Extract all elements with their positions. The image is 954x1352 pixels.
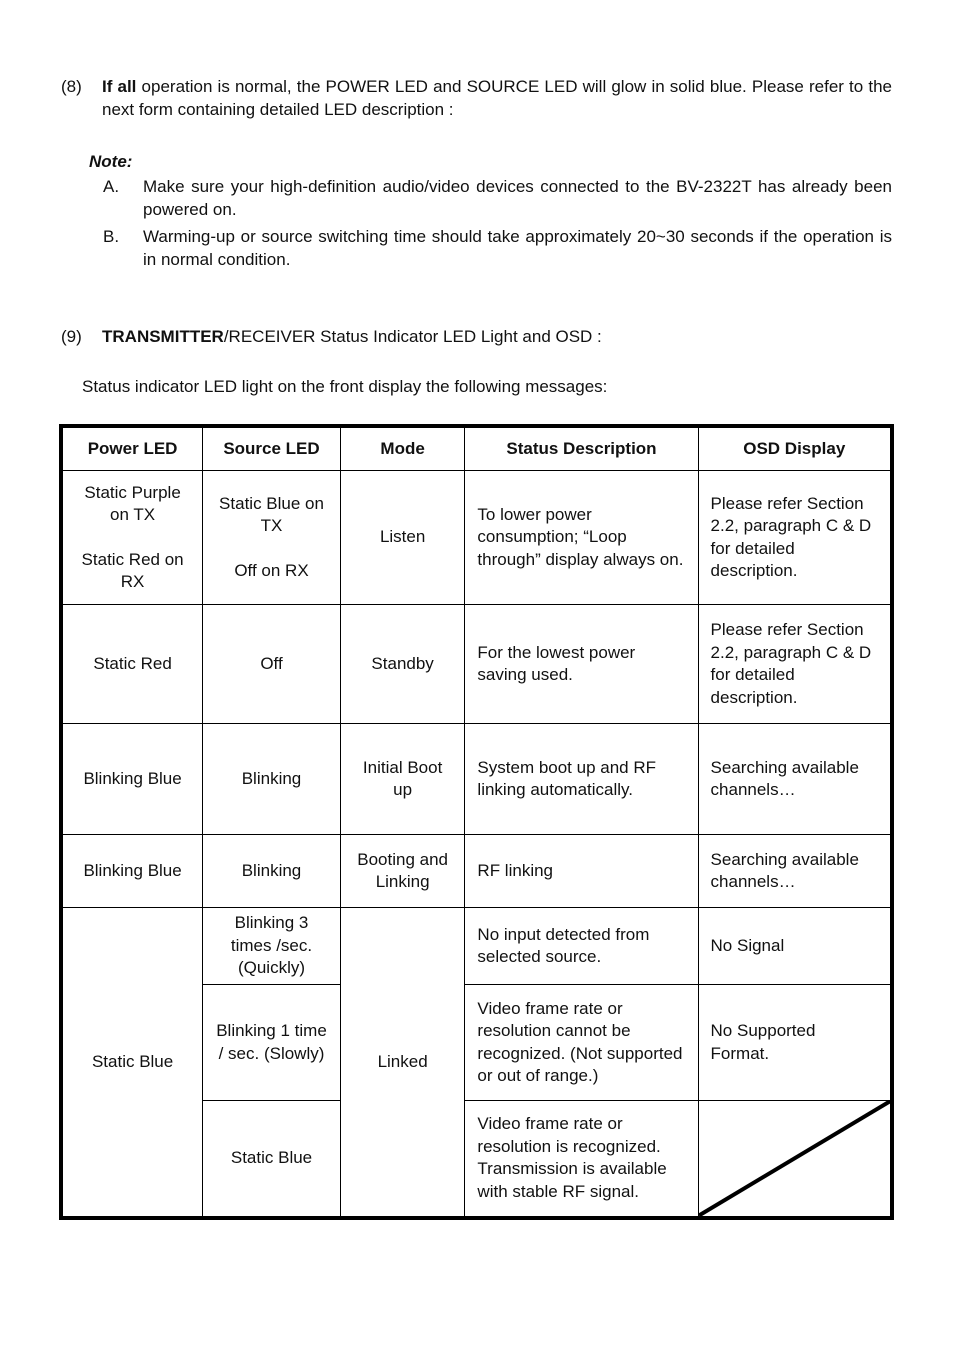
note-a-letter: A. bbox=[103, 177, 120, 196]
table-row bbox=[61, 605, 892, 724]
mode-cell: Initial Boot up bbox=[340, 724, 465, 835]
section-8-paragraph bbox=[102, 75, 892, 121]
header-status-description: Status Description bbox=[465, 426, 698, 471]
power-led-cell: Static Red bbox=[61, 605, 203, 724]
power-led-tx: Static Purple on TX bbox=[84, 482, 181, 524]
table-row bbox=[61, 724, 892, 835]
section-9-lead: TRANSMITTER bbox=[102, 327, 224, 346]
section-8-number: (8) bbox=[61, 77, 82, 96]
osd-display-cell: Please refer Section 2.2, paragraph C & D for detailed description. bbox=[698, 471, 892, 605]
section-8-body: operation is normal, the POWER LED and SOURCE LED will glow in solid blue. Please refer to the next form containing detailed LED description : bbox=[102, 77, 892, 119]
power-led-cell bbox=[61, 471, 203, 605]
osd-display-empty-cell bbox=[698, 1101, 892, 1218]
table-row bbox=[61, 908, 892, 985]
source-led-cell: Off bbox=[203, 605, 341, 724]
source-led-cell: Blinking bbox=[203, 724, 341, 835]
mode-cell: Booting and Linking bbox=[340, 835, 465, 908]
note-b-text: Warming-up or source switching time should take approximately 20~30 seconds if the operation is in normal condition. bbox=[143, 227, 892, 269]
source-led-cell: Blinking bbox=[203, 835, 341, 908]
source-led-cell bbox=[203, 471, 341, 605]
status-description-cell: To lower power consumption; “Loop through” display always on. bbox=[465, 471, 698, 605]
table-intro: Status indicator LED light on the front display the following messages: bbox=[82, 377, 608, 396]
status-description-cell: Video frame rate or resolution is recognized. Transmission is available with stable RF signal. bbox=[465, 1101, 698, 1218]
section-8-lead: If all bbox=[102, 77, 137, 96]
status-table bbox=[59, 424, 894, 1220]
note-a-text: Make sure your high-definition audio/video devices connected to the BV-2322T has already been powered on. bbox=[143, 177, 892, 219]
osd-display-cell: Searching available channels… bbox=[698, 835, 892, 908]
source-led-cell: Static Blue bbox=[203, 1101, 341, 1218]
status-description-cell: System boot up and RF linking automatically. bbox=[465, 724, 698, 835]
diagonal-slash-icon bbox=[699, 1101, 890, 1216]
power-led-rx: Static Red on RX bbox=[81, 549, 184, 591]
section-9-number: (9) bbox=[61, 327, 82, 346]
source-led-tx: Static Blue on TX bbox=[219, 493, 324, 536]
header-osd-display: OSD Display bbox=[698, 426, 892, 471]
source-led-rx: Off on RX bbox=[234, 560, 309, 580]
note-b-letter: B. bbox=[103, 227, 120, 246]
header-power-led: Power LED bbox=[61, 426, 203, 471]
power-led-cell: Blinking Blue bbox=[61, 835, 203, 908]
mode-cell: Listen bbox=[340, 471, 465, 605]
status-description-cell: No input detected from selected source. bbox=[465, 908, 698, 985]
source-led-cell: Blinking 3 times /sec. (Quickly) bbox=[203, 908, 341, 985]
osd-display-cell: Please refer Section 2.2, paragraph C & D for detailed description. bbox=[698, 605, 892, 724]
table-row bbox=[61, 835, 892, 908]
header-source-led: Source LED bbox=[203, 426, 341, 471]
section-9-body: /RECEIVER Status Indicator LED Light and OSD : bbox=[223, 327, 602, 346]
table-row bbox=[61, 471, 892, 605]
source-led-cell: Blinking 1 time / sec. (Slowly) bbox=[203, 985, 341, 1101]
osd-display-cell: Searching available channels… bbox=[698, 724, 892, 835]
power-led-cell: Static Blue bbox=[61, 908, 203, 1218]
status-description-cell: Video frame rate or resolution cannot be recognized. (Not supported or out of range.) bbox=[465, 985, 698, 1101]
mode-cell: Linked bbox=[340, 908, 465, 1218]
status-description-cell: RF linking bbox=[465, 835, 698, 908]
osd-display-cell: No Supported Format. bbox=[698, 985, 892, 1101]
mode-cell: Standby bbox=[340, 605, 465, 724]
status-description-cell: For the lowest power saving used. bbox=[465, 605, 698, 724]
header-mode: Mode bbox=[340, 426, 465, 471]
power-led-cell: Blinking Blue bbox=[61, 724, 203, 835]
section-9-heading bbox=[102, 325, 602, 348]
note-label: Note: bbox=[89, 152, 133, 171]
table-header-row bbox=[61, 426, 892, 471]
osd-display-cell: No Signal bbox=[698, 908, 892, 985]
